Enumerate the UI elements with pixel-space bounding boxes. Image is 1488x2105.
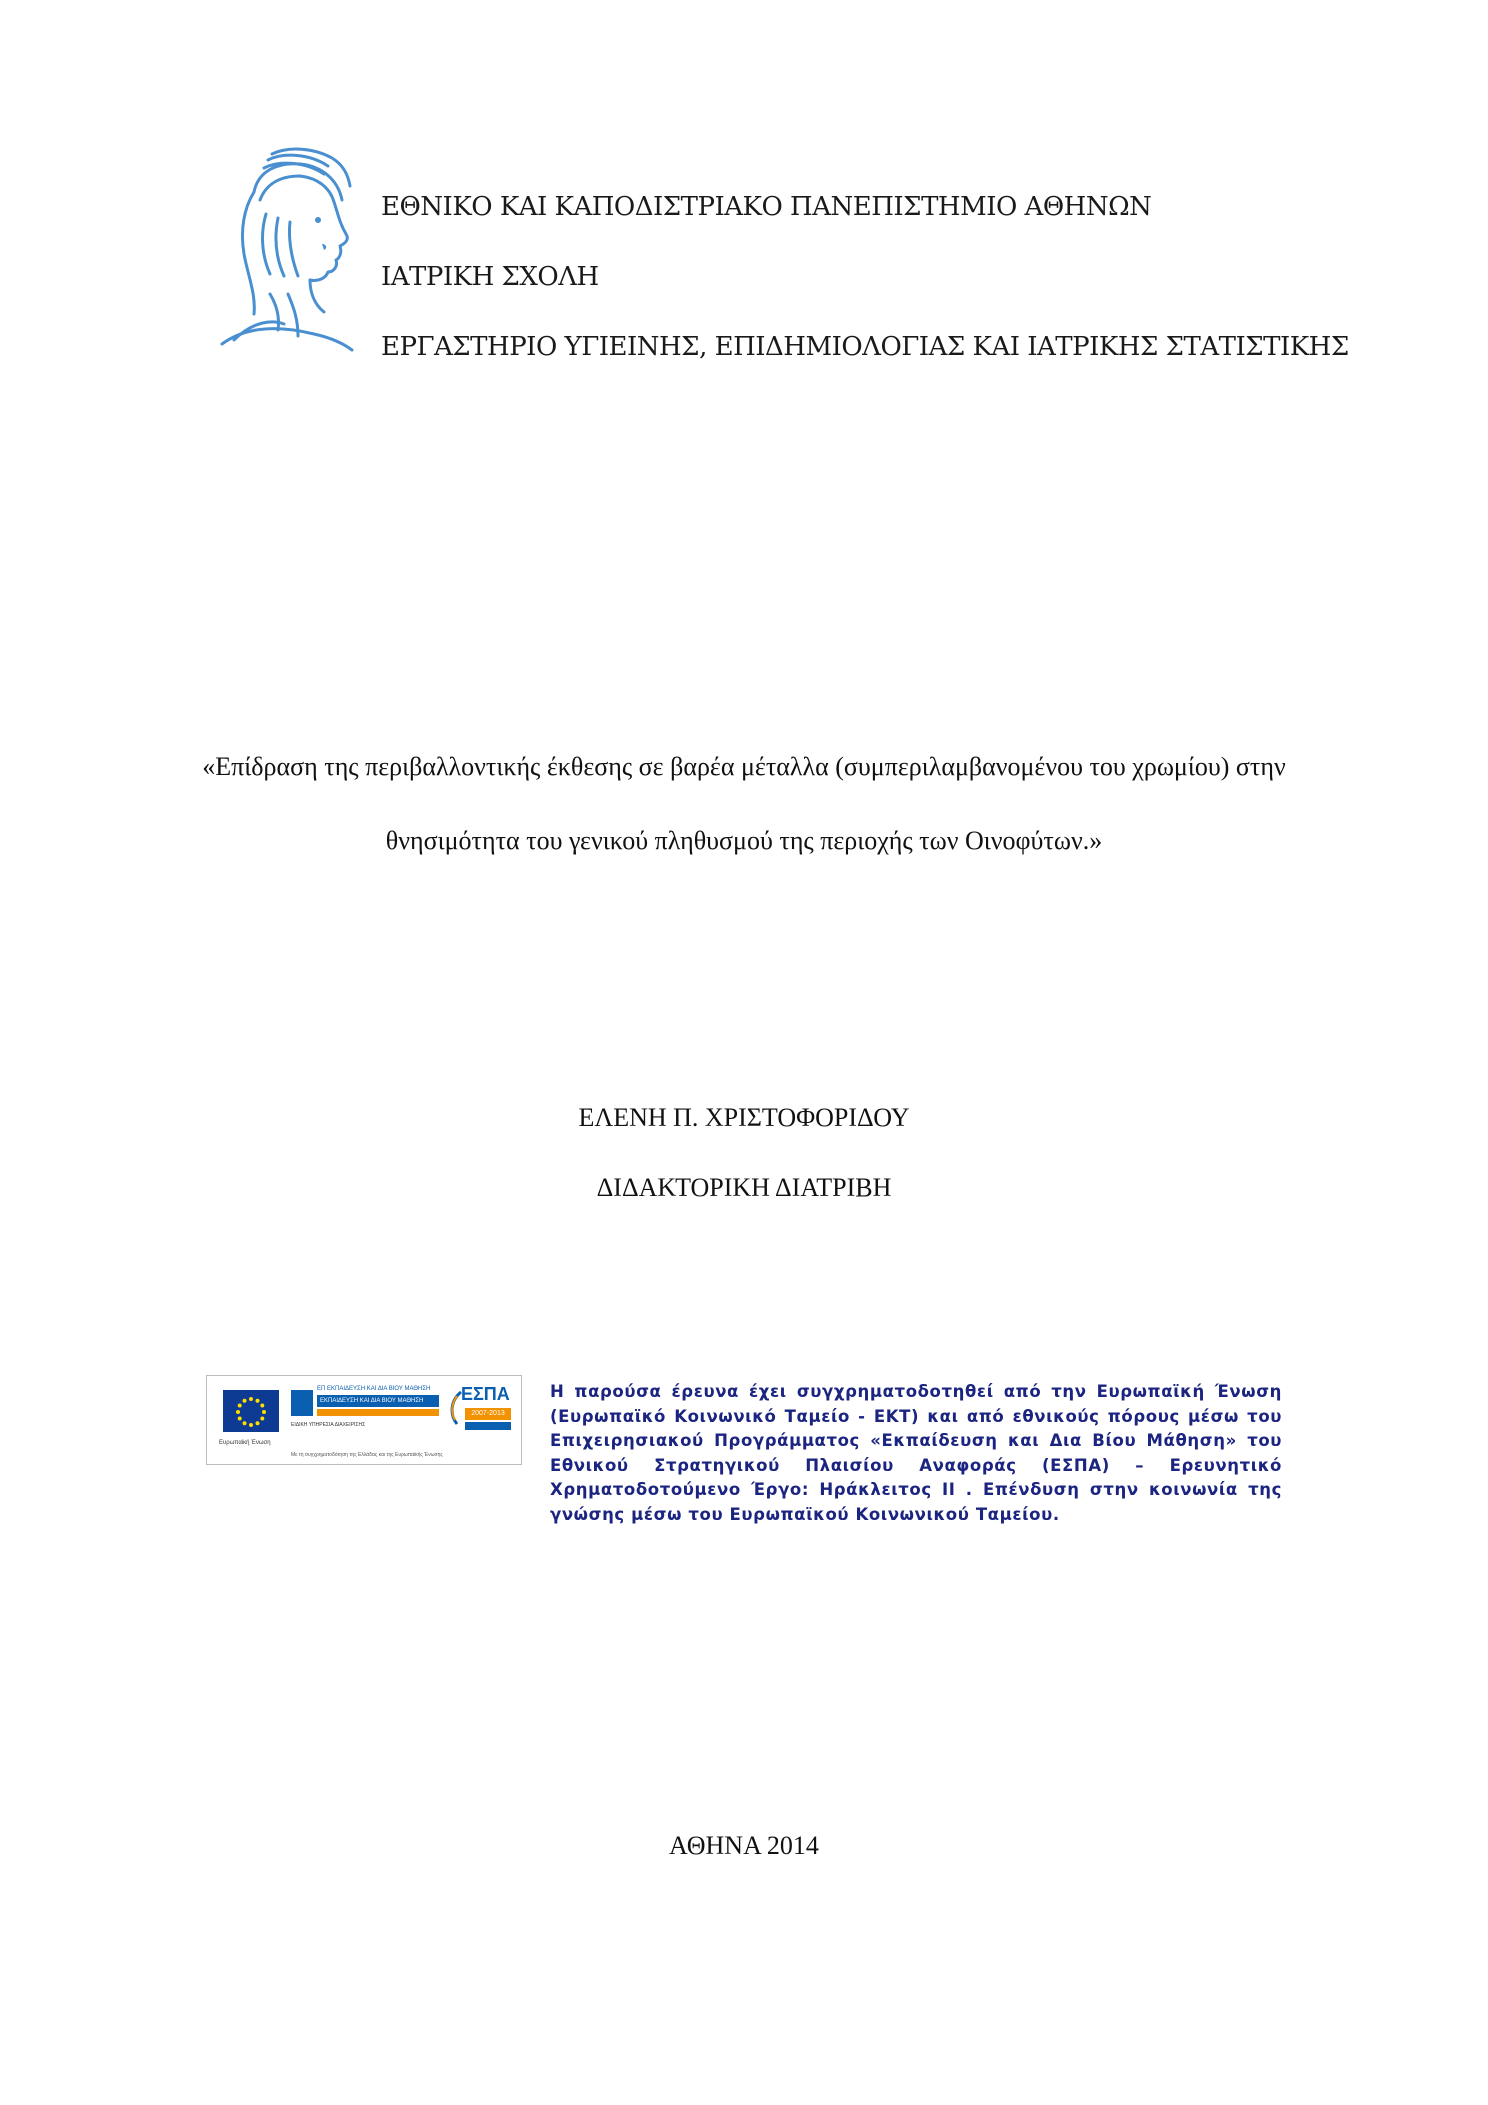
espa-logo [447, 1384, 515, 1444]
school-name: ΙΑΤΡΙΚΗ ΣΧΟΛΗ [381, 262, 599, 292]
eu-flag-icon [223, 1390, 279, 1432]
op-bar: ΕΚΠΑΙΔΕΥΣΗ ΚΑΙ ΔΙΑ ΒΙΟΥ ΜΑΘΗΣΗ [317, 1395, 439, 1407]
op-sub-bar [317, 1409, 439, 1416]
espa-bar [465, 1422, 511, 1430]
op-mark-icon [291, 1390, 313, 1416]
laboratory-name: ΕΡΓΑΣΤΗΡΙΟ ΥΓΙΕΙΝΗΣ, ΕΠΙΔΗΜΙΟΛΟΓΙΑΣ ΚΑΙ ΙΑΤΡΙΚΗΣ ΣΤΑΤΙΣΤΙΚΗΣ [381, 332, 1349, 362]
funding-statement: Η παρούσα έρευνα έχει συγχρηματοδοτηθεί από την Ευρωπαϊκή Ένωση (Ευρωπαϊκό Κοινωνικό Ταμείο - ΕΚΤ) και από εθνικούς πόρους μέσω του Επιχειρησιακού Προγράμματος «Εκπαίδευση και Δια Βίου Μάθηση» του Εθνικού Στρατηγικού Πλαισίου Αναφοράς (ΕΣΠΑ) – Ερευνητικό Χρηματοδοτούμενο Έργο: Ηράκλειτος ΙΙ . Επένδυση στην κοινωνία της γνώσης μέσω του Ευρωπαϊκού Κοινωνικού Ταμείου. [550, 1382, 1282, 1524]
eu-caption: Ευρωπαϊκή Ένωση [219, 1440, 271, 1446]
thesis-title [80, 752, 1408, 900]
thesis-title-line-2: θνησιμότητα του γενικού πληθυσμού της περιοχής των Οινοφύτων.» [385, 826, 1103, 855]
author-name: ΕΛΕΝΗ Π. ΧΡΙΣΤΟΦΟΡΙΔΟΥ [578, 1103, 910, 1132]
degree-type: ΔΙΔΑΚΤΟΡΙΚΗ ΔΙΑΤΡΙΒΗ [596, 1173, 892, 1202]
institution-header [381, 192, 1441, 402]
thesis-title-line-1: «Επίδραση της περιβαλλοντικής έκθεσης σε βαρέα μέταλλα (συμπεριλαμβανομένου του χρωμίου) στην [202, 752, 1286, 781]
place-and-year: ΑΘΗΝΑ 2014 [669, 1831, 819, 1860]
operational-programme-logo [291, 1386, 441, 1442]
cofunding-caption: Με τη συγχρηματοδότηση της Ελλάδας και της Ευρωπαϊκής Ένωσης [291, 1452, 443, 1458]
athena-head-logo-icon [214, 144, 358, 354]
espa-label: ΕΣΠΑ [461, 1384, 510, 1404]
espa-years: 2007-2013 [465, 1408, 511, 1420]
author-block [0, 1103, 1488, 1243]
university-name: ΕΘΝΙΚΟ ΚΑΙ ΚΑΠΟΔΙΣΤΡΙΑΚΟ ΠΑΝΕΠΙΣΤΗΜΙΟ ΑΘΗΝΩΝ [381, 192, 1152, 222]
op-name: ΕΠ ΕΚΠΑΙΔΕΥΣΗ ΚΑΙ ΔΙΑ ΒΙΟΥ ΜΑΘΗΣΗ [317, 1386, 431, 1392]
op-footer: ΕΙΔΙΚΗ ΥΠΗΡΕΣΙΑ ΔΙΑΧΕΙΡΙΣΗΣ [291, 1422, 366, 1428]
funding-logos-banner [206, 1375, 522, 1465]
